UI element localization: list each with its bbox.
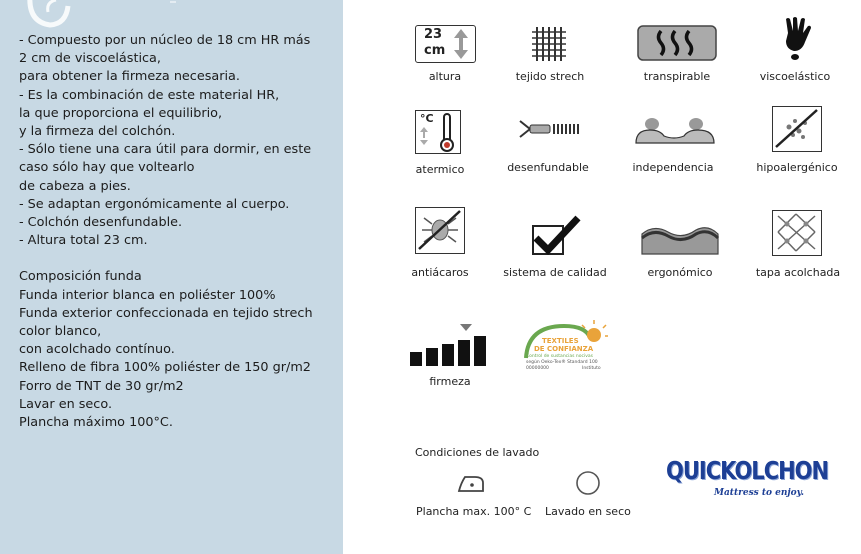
ergonomic-icon xyxy=(640,222,720,260)
brand-logo xyxy=(664,456,829,506)
composition-line: Forro de TNT de 30 gr/m2 xyxy=(19,378,184,394)
description-line: caso sólo hay que voltearlo xyxy=(19,160,195,176)
feature-label: viscoelástico xyxy=(759,70,831,83)
quilted-top-icon xyxy=(772,210,822,256)
composition-line: Funda exterior confeccionada en tejido strech xyxy=(19,305,313,321)
description-line: - Sólo tiene una cara útil para dormir, en este xyxy=(19,142,312,158)
oeko-subtitle: según Oeko-Tex® Standard 100 xyxy=(526,360,598,365)
decorative-logo-fragment xyxy=(0,0,343,30)
description-line: la que proporciona el equilibrio, xyxy=(19,105,223,121)
dry-clean-icon xyxy=(575,470,601,500)
composition-line: Relleno de fibra 100% poliéster de 150 gr/m2 xyxy=(19,360,311,376)
dry-clean-label: Lavado en seco xyxy=(545,505,631,518)
height-unit: cm xyxy=(424,43,446,58)
product-description xyxy=(19,32,337,432)
composition-line: Plancha máximo 100°C. xyxy=(19,415,173,431)
composition-line: con acolchado contínuo. xyxy=(19,342,175,358)
brand-tagline: Mattress to enjoy. xyxy=(714,488,804,498)
description-line: 2 cm de viscoelástica, xyxy=(19,51,161,67)
description-line: y la firmeza del colchón. xyxy=(19,124,176,140)
feature-label: ergonómico xyxy=(647,266,713,279)
breathable-icon xyxy=(637,25,717,65)
height-icon xyxy=(415,25,476,63)
description-line: - Compuesto por un núcleo de 18 cm HR más xyxy=(19,33,311,48)
oeko-institute: Instituto xyxy=(582,366,601,371)
feature-label: tejido strech xyxy=(515,70,585,83)
oeko-subtitle: Control de sustancias nocivas xyxy=(526,354,594,359)
feature-label: atermico xyxy=(415,163,465,176)
feature-label: desenfundable xyxy=(507,161,589,174)
composition-heading: Composición funda xyxy=(19,269,142,285)
description-line: - Colchón desenfundable. xyxy=(19,215,183,231)
oeko-title: DE CONFIANZA xyxy=(534,345,594,353)
dust-mite-icon xyxy=(415,207,465,254)
iron-label: Plancha max. 100° C xyxy=(416,505,532,518)
description-panel xyxy=(0,0,343,554)
composition-line: color blanco, xyxy=(19,324,102,340)
zipper-icon xyxy=(516,115,586,149)
feature-label: sistema de calidad xyxy=(503,266,607,279)
oeko-title: TEXTILES xyxy=(542,337,579,345)
description-line: de cabeza a pies. xyxy=(19,178,131,194)
firmness-icon xyxy=(410,322,492,372)
oeko-tex-badge xyxy=(520,318,608,378)
composition-line: Lavar en seco. xyxy=(19,396,113,412)
oeko-code: 00000000 xyxy=(526,366,549,371)
feature-label: firmeza xyxy=(429,375,471,388)
feature-label: independencia xyxy=(632,161,714,174)
iron-icon xyxy=(455,473,487,499)
description-line: - Se adaptan ergonómicamente al cuerpo. xyxy=(19,196,290,212)
hypoallergenic-icon xyxy=(772,106,822,152)
description-line: - Altura total 23 cm. xyxy=(19,233,148,249)
brand-name: QUICKOLCHON xyxy=(666,456,829,485)
degrees-symbol: °C xyxy=(420,112,434,125)
height-value: 23 xyxy=(424,27,443,42)
composition-line: Funda interior blanca en poliéster 100% xyxy=(19,287,276,303)
hand-print-icon xyxy=(778,15,816,65)
feature-label: antiácaros xyxy=(411,266,469,279)
independence-icon xyxy=(634,116,716,148)
checkmark-icon xyxy=(530,212,582,260)
washing-title: Condiciones de lavado xyxy=(415,446,540,459)
woven-fabric-icon xyxy=(527,22,571,68)
description-line: - Es la combinación de este material HR, xyxy=(19,87,280,103)
feature-label: tapa acolchada xyxy=(755,266,841,279)
thermometer-icon xyxy=(415,110,461,154)
feature-label: transpirable xyxy=(643,70,711,83)
feature-label: altura xyxy=(428,70,462,83)
description-line: para obtener la firmeza necesaria. xyxy=(19,69,240,85)
feature-label: hipoalergénico xyxy=(756,161,838,174)
